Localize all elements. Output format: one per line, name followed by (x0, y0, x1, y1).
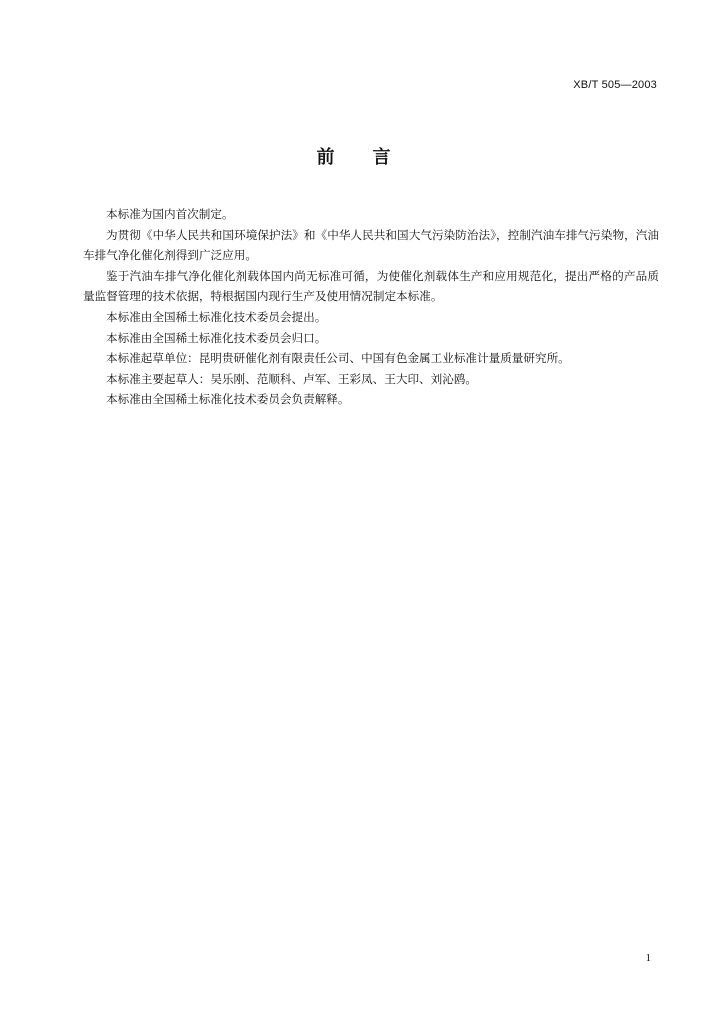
standard-number: XB/T 505—2003 (573, 79, 657, 91)
page-number: 1 (645, 952, 651, 964)
paragraph-4: 本标准由全国稀土标准化技术委员会提出。 (106, 309, 327, 324)
foreword-body (83, 204, 659, 410)
paragraph-7: 本标准主要起草人：吴乐刚、范顺科、卢军、王彩凤、王大印、刘沁鸥。 (106, 371, 478, 386)
paragraph-1: 本标准为国内首次制定。 (106, 207, 234, 221)
page-title: 前言 (316, 147, 429, 168)
paragraph-8: 本标准由全国稀土标准化技术委员会负责解释。 (106, 392, 350, 407)
paragraph-5: 本标准由全国稀土标准化技术委员会归口。 (106, 330, 327, 345)
paragraph-6: 本标准起草单位：昆明贵研催化剂有限责任公司、中国有色金属工业标准计量质量研究所。 (106, 351, 570, 366)
paragraph-2: 为贯彻《中华人民共和国环境保护法》和《中华人民共和国大气污染防治法》，控制汽油车排气污染物，汽油车排气净化催化剂得到广泛应用。 (83, 227, 659, 263)
paragraph-3: 鉴于汽油车排气净化催化剂载体国内尚无标准可循，为使催化剂载体生产和应用规范化，提出严格的产品质量监督管理的技术依据，特根据国内现行生产及使用情况制定本标准。 (83, 268, 659, 304)
